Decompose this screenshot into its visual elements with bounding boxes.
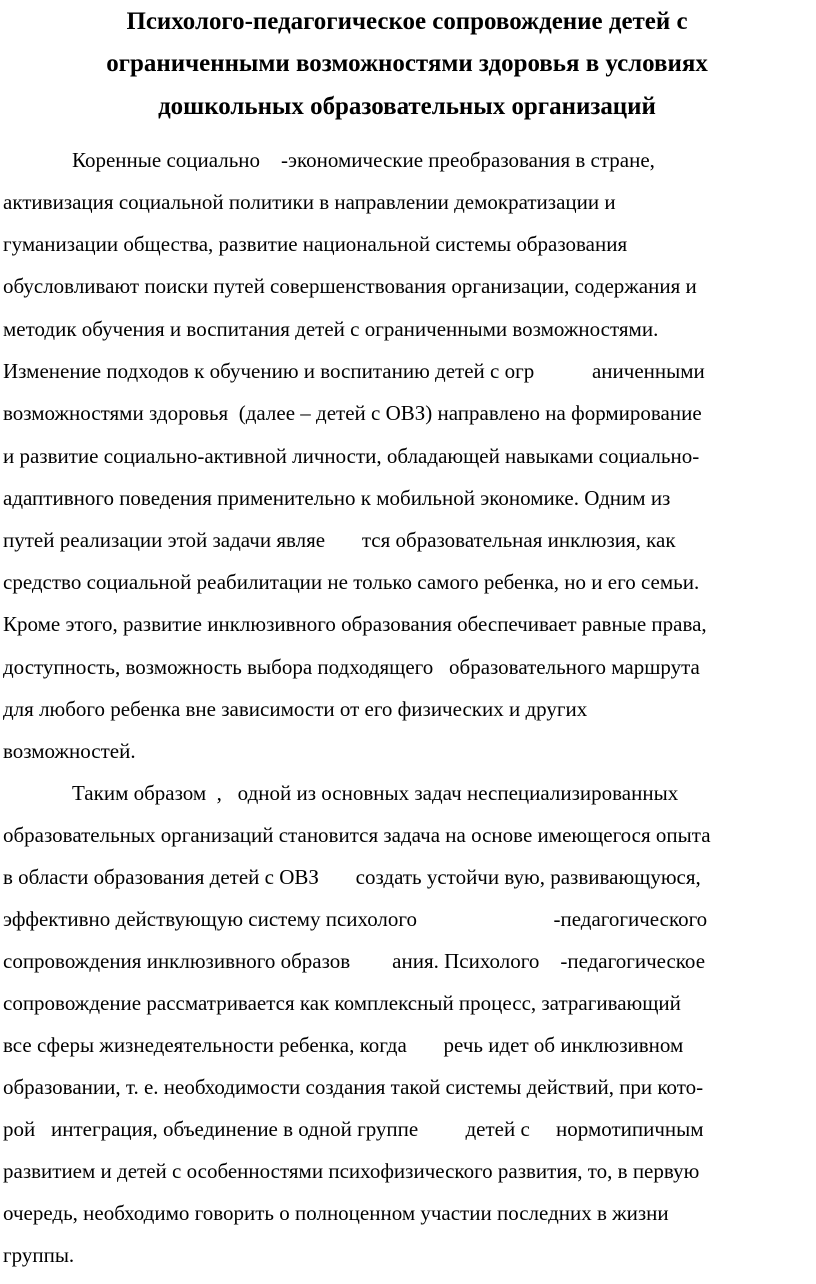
paragraph-line: развитием и детей с особенностями психофизического развития, то, в первую [3,1159,700,1183]
paragraph-line: эффективно действующую систему психолого -педагогического [3,907,708,931]
document-title-line: ограниченными возможностями здоровья в условиях [106,50,708,77]
paragraph-line: обусловливают поиски путей совершенствования организации, содержания и [3,274,697,298]
paragraph-line: группы. [3,1243,75,1267]
paragraph-line: Таким образом , одной из основных задач неспециализированных [72,781,679,805]
paragraph-line: и развитие социально-активной личности, обладающей навыками социально- [3,444,700,468]
paragraph-line: образовательных организаций становится задача на основе имеющегося опыта [3,823,711,847]
paragraph-line: Коренные социально -экономические преобразования в стране, [72,148,655,172]
paragraph-line: Изменение подходов к обучению и воспитанию детей с огр аниченными [3,359,705,383]
paragraph-line: методик обучения и воспитания детей с ограниченными возможностями. [3,317,659,341]
paragraph-line: средство социальной реабилитации не только самого ребенка, но и его семьи. [3,570,700,594]
paragraph-line: Кроме этого, развитие инклюзивного образования обеспечивает равные права, [3,612,707,636]
paragraph-line: образовании, т. е. необходимости создания такой системы действий, при кото- [3,1075,704,1099]
paragraph-line: сопровождение рассматривается как комплексный процесс, затрагивающий [3,991,681,1015]
paragraph-line: сопровождения инклюзивного образов ания. Психолого -педагогическое [3,949,706,973]
paragraph-line: возможностей. [3,739,136,763]
paragraph-line: путей реализации этой задачи являе тся образовательная инклюзия, как [3,528,676,552]
paragraph-line: активизация социальной политики в направлении демократизации и [3,190,616,214]
paragraph-line: для любого ребенка вне зависимости от его физических и других [3,697,588,721]
paragraph-line: доступность, возможность выбора подходящего образовательного маршрута [3,655,700,679]
document-title-line: дошкольных образовательных организаций [158,93,656,120]
paragraph-line: гуманизации общества, развитие национальной системы образования [3,232,628,256]
paragraph-line: в области образования детей с ОВЗ создать устойчи вую, развивающуюся, [3,865,701,889]
paragraph-line: очередь, необходимо говорить о полноценном участии последних в жизни [3,1201,669,1225]
paragraph-line: рой интеграция, объединение в одной группе детей с нормотипичным [3,1117,704,1141]
paragraph-line: все сферы жизнедеятельности ребенка, когда речь идет об инклюзивном [3,1033,684,1057]
document-title-line: Психолого-педагогическое сопровождение детей с [126,8,688,35]
paragraph-line: адаптивного поведения применительно к мобильной экономике. Одним из [3,486,671,510]
paragraph-line: возможностями здоровья (далее – детей с ОВЗ) направлено на формирование [3,401,702,425]
